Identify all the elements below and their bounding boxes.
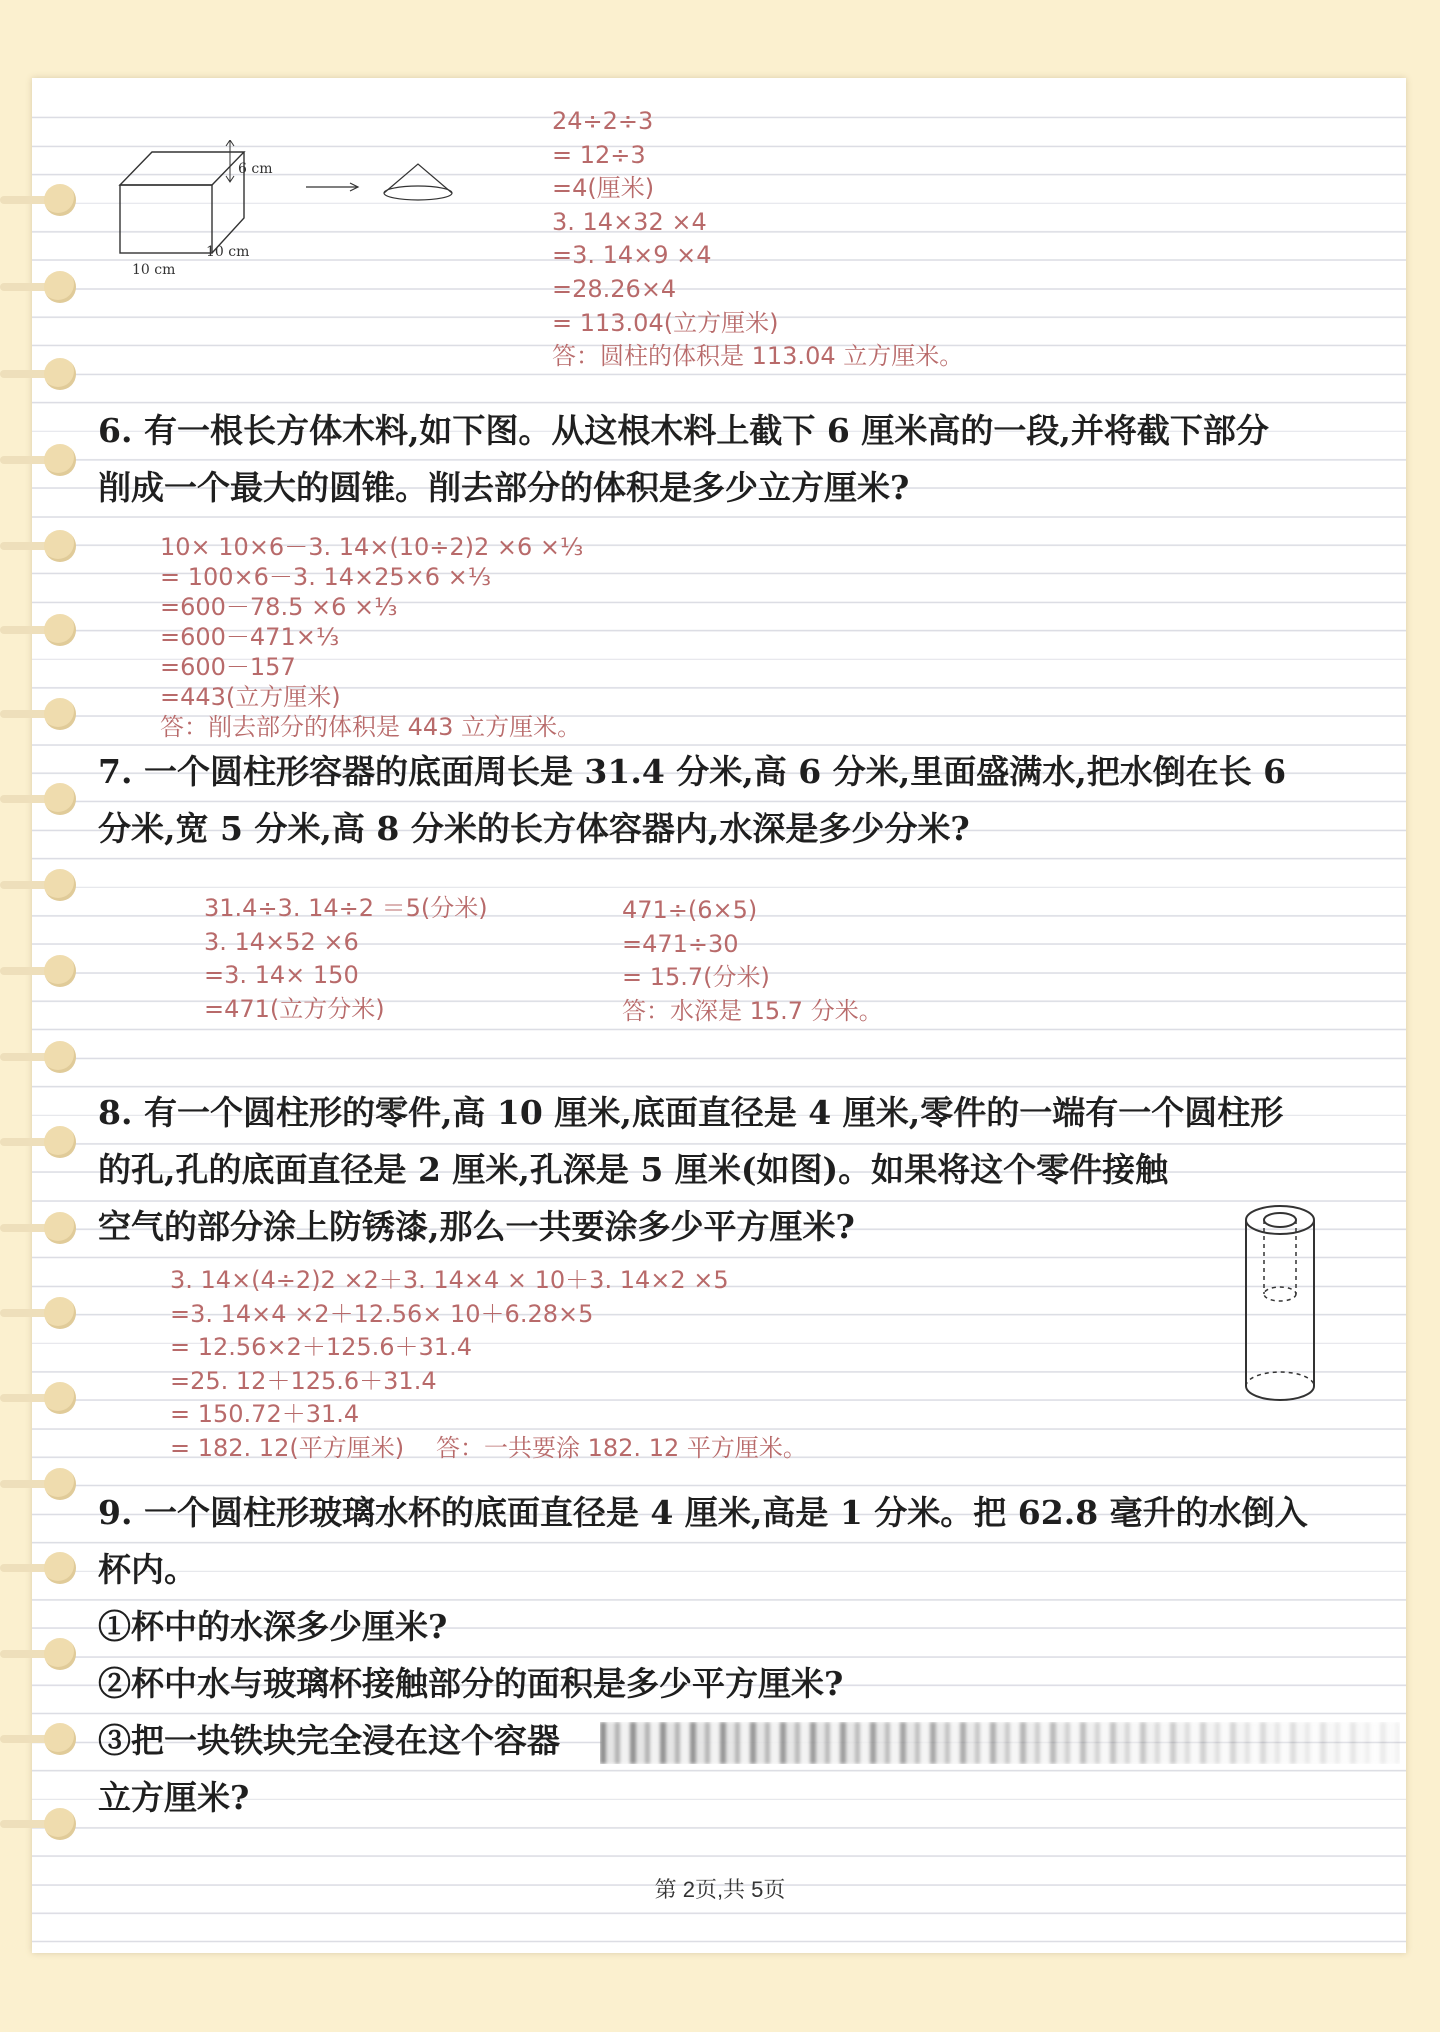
answer-line: = 100×6－3. 14×25×6 ×⅓ [160,563,492,591]
answer-line: = 113.04(立方厘米) [552,308,779,337]
answer-line: = 12÷3 [552,140,646,169]
binder-hole [0,1552,76,1584]
answer-line: = 15.7(分米) [622,963,770,992]
answer-line: = 12.56×2＋125.6＋31.4 [170,1333,472,1362]
question-line: 6. 有一根长方体木料,如下图。从这根木料上截下 6 厘米高的一段,并将截下部分 [98,411,1269,450]
question-line: 7. 一个圆柱形容器的底面周长是 31.4 分米,高 6 分米,里面盛满水,把水倒在长 6 [98,752,1287,791]
redaction-blur [600,1722,1400,1764]
page-number: 第 2页,共 5页 [654,1877,786,1902]
binder-hole [0,184,76,216]
question-6 [98,402,1358,516]
binder-hole [0,783,76,815]
binder-hole [0,1468,76,1500]
answer-line: 3. 14×52 ×6 [204,927,359,956]
question-line: 9. 一个圆柱形玻璃水杯的底面直径是 4 厘米,高是 1 分米。把 62.8 毫升的水倒入 [98,1493,1308,1532]
question-line: 杯内。 [98,1550,197,1589]
q7-answer-left [204,892,488,1026]
question-line: 削成一个最大的圆锥。削去部分的体积是多少立方厘米? [98,468,910,507]
answer-line: =471÷30 [622,929,739,958]
question-8 [98,1084,1358,1255]
answer-line: =4(厘米) [552,174,655,203]
hole-bottom [1264,1287,1296,1301]
cylinder-top [1246,1206,1314,1234]
question-line: 8. 有一个圆柱形的零件,高 10 厘米,底面直径是 4 厘米,零件的一端有一个圆柱形 [98,1093,1284,1132]
answer-line: 3. 14×(4÷2)2 ×2＋3. 14×4 × 10＋3. 14×2 ×5 [170,1266,729,1294]
question-line: 立方厘米? [98,1778,250,1817]
answer-line: =3. 14×9 ×4 [552,241,712,270]
cylinder-bottom [1246,1386,1314,1400]
answer-line: 3. 14×32 ×4 [552,207,707,236]
binder-hole [0,614,76,646]
q6-answer-block [160,532,583,742]
answer-line: =3. 14× 150 [204,961,359,990]
binder-hole [0,530,76,562]
binder-hole [0,1723,76,1755]
cuboid-to-cone-figure [110,140,470,290]
question-7 [98,743,1358,857]
label-depth: 10 cm [206,244,250,260]
answer-line: = 150.72＋31.4 [170,1400,360,1429]
question-line: ③把一块铁块完全浸在这个容器 [98,1721,560,1760]
question-line: 的孔,孔的底面直径是 2 厘米,孔深是 5 厘米(如图)。如果将这个零件接触 [98,1150,1169,1189]
answer-line: =25. 12＋125.6＋31.4 [170,1366,437,1395]
answer-line: =600－471×⅓ [160,623,340,651]
answer-line: =600－78.5 ×6 ×⅓ [160,593,398,621]
binder-hole [0,1297,76,1329]
answer-line: =471(立方分米) [204,994,385,1023]
answer-line: =28.26×4 [552,274,677,303]
q7-answer-right [622,894,883,1028]
question-line: ①杯中的水深多少厘米? [98,1607,448,1646]
binder-hole [0,955,76,987]
q8-answer-final [436,1432,807,1466]
binder-hole [0,1808,76,1840]
binder-hole [0,698,76,730]
question-9 [98,1484,1358,1826]
cone-shape [384,164,452,193]
binder-hole [0,271,76,303]
binder-hole [0,869,76,901]
answer-line: 答：水深是 15.7 分米。 [622,996,883,1025]
answer-line: 24÷2÷3 [552,107,654,135]
binder-hole [0,1638,76,1670]
answer-line: 答：削去部分的体积是 443 立方厘米。 [160,713,582,741]
binder-hole [0,1212,76,1244]
answer-line: 471÷(6×5) [622,896,758,924]
cuboid-top-face [120,152,244,185]
binder-hole [0,1041,76,1073]
hole-top [1264,1213,1296,1227]
answer-line: 31.4÷3. 14÷2 ＝5(分米) [204,894,488,922]
cylinder-part-figure [1240,1198,1320,1408]
cone-base [384,186,452,200]
answer-line: 答：一共要涂 182. 12 平方厘米。 [436,1434,807,1462]
cuboid-front-face [120,185,212,253]
top-answer-block [552,105,963,374]
question-line: ②杯中水与玻璃杯接触部分的面积是多少平方厘米? [98,1664,844,1703]
answer-line: =600－157 [160,653,296,681]
answer-line: = 182. 12(平方厘米) [170,1433,405,1462]
answer-line: =3. 14×4 ×2＋12.56× 10＋6.28×5 [170,1299,594,1328]
label-width: 10 cm [132,262,176,278]
question-line: 空气的部分涂上防锈漆,那么一共要涂多少平方厘米? [98,1207,855,1246]
answer-line: =443(立方厘米) [160,683,341,711]
binder-hole [0,358,76,390]
label-height: 6 cm [238,161,273,177]
binder-hole [0,444,76,476]
answer-line: 10× 10×6－3. 14×(10÷2)2 ×6 ×⅓ [160,533,584,561]
binder-hole [0,1126,76,1158]
answer-line: 答：圆柱的体积是 113.04 立方厘米。 [552,342,964,371]
question-line: 分米,宽 5 分米,高 8 分米的长方体容器内,水深是多少分米? [98,809,970,848]
binder-hole [0,1382,76,1414]
